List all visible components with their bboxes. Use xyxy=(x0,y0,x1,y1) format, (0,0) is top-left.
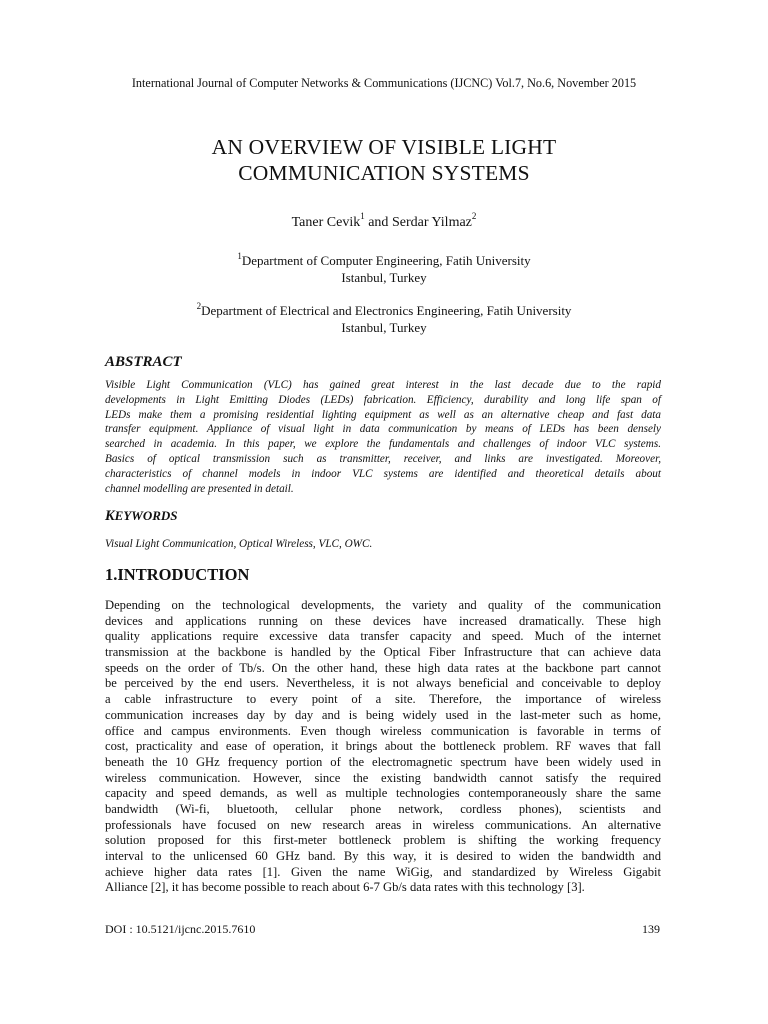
body-line: beneath the 10 GHz frequency portion of the electromagnetic spectrum have been widely used in xyxy=(105,754,661,769)
page-number: 139 xyxy=(642,922,660,936)
doi-footer: DOI : 10.5121/ijcnc.2015.7610 xyxy=(105,922,256,936)
body-line: achieve higher data rates [1]. Given the name WiGig, and standardized by Wireless Gigabit xyxy=(105,864,661,879)
affiliation-2 xyxy=(0,302,768,336)
author-affiliation-mark: 1 xyxy=(360,211,365,222)
abstract-line: transfer equipment. Appliance of visual light in data communication by means of LEDs has been densely xyxy=(105,423,661,436)
keywords-text: Visual Light Communication, Optical Wireless, VLC, OWC. xyxy=(105,538,373,550)
abstract-line: LEDs make them a promising residential lighting equipment as well as an alternative cheap and fast data xyxy=(105,408,661,421)
paper-title xyxy=(0,134,768,186)
keywords-heading: KEYWORDS xyxy=(105,508,178,524)
author-name: Serdar Yilmaz xyxy=(391,215,472,230)
body-line: wireless communication. However, since the existing bandwidth cannot satisfy the required xyxy=(105,770,661,785)
body-line: a cable infrastructure to every point of a site. Therefore, the importance of wireless xyxy=(105,692,661,707)
introduction-body xyxy=(105,598,661,896)
body-line: devices and applications running on these devices have increased dramatically. These high xyxy=(105,613,661,628)
abstract-line: Basics of optical transmission such as transmitter, receiver, and links are investigated. Moreover, xyxy=(105,452,661,465)
body-line: interval to the unlicensed 60 GHz band. By this way, it is desired to widen the bandwidth and xyxy=(105,849,661,863)
affiliation-1 xyxy=(0,252,768,286)
affiliation-department: Department of Computer Engineering, Fatih University xyxy=(241,253,531,268)
body-line: transmission at the backbone is handled by the Optical Fiber Infrastructure that can achieve data xyxy=(105,645,661,660)
body-line: be perceived by the end users. Nevertheless, it is not always beneficial and conceivable to deploy xyxy=(105,676,661,691)
body-line: Alliance [2], it has become possible to reach about 6-7 Gb/s data rates with this technology [3]. xyxy=(105,880,585,895)
affiliation-mark: 2 xyxy=(196,300,202,311)
affiliation-mark: 1 xyxy=(237,250,242,261)
body-line: cost, practicality and ease of operation, it brings about the bottleneck problem. RF waves that fall xyxy=(105,739,661,754)
abstract-line: developments in Light Emitting Diodes (LEDs) fabrication. Efficiency, durability and long life span of xyxy=(105,393,661,406)
body-line: Depending on the technological developments, the variety and quality of the communication xyxy=(105,598,661,612)
body-line: office and campus environments. Even though wireless communication is favorable in terms of xyxy=(105,723,661,738)
body-line: communication increases day by day and is being widely used in the last-meter such as home, xyxy=(105,707,661,722)
body-line: capacity and speed demands, as well as multiple technologies contemporaneously share the same xyxy=(105,786,661,801)
abstract-line: channel modelling are presented in detail. xyxy=(105,482,294,495)
abstract-line: searched in academia. In this paper, we explore the fundamentals and challenges of indoor VLC systems. xyxy=(105,438,661,451)
body-line: professionals have focused on new research areas in wireless communications. An alternative xyxy=(105,817,661,832)
title-line-2: COMMUNICATION SYSTEMS xyxy=(238,161,530,185)
abstract-heading: ABSTRACT xyxy=(105,354,182,370)
author-name: Taner Cevik xyxy=(291,215,361,230)
author-conjunction: and xyxy=(364,215,392,230)
affiliation-location: Istanbul, Turkey xyxy=(341,320,427,335)
author-affiliation-mark: 2 xyxy=(471,211,477,222)
body-line: speeds on the order of Tb/s. On the other hand, these high data rates at the backbone part cannot xyxy=(105,660,661,675)
body-line: quality applications require excessive data transfer capacity and speed. Much of the internet xyxy=(105,629,661,644)
abstract-line: characteristics of channel models in indoor VLC systems are identified and theoretical details about xyxy=(105,467,661,480)
introduction-heading: 1.INTRODUCTION xyxy=(105,565,250,584)
affiliation-location: Istanbul, Turkey xyxy=(341,270,427,285)
title-line-1: AN OVERVIEW OF VISIBLE LIGHT xyxy=(211,135,557,159)
author-list xyxy=(0,211,768,231)
body-line: solution proposed for this first-meter bottleneck problem is shifting the working frequency xyxy=(105,833,661,848)
affiliation-department: Department of Electrical and Electronics Engineering, Fatih University xyxy=(201,303,572,318)
abstract-body xyxy=(105,378,661,496)
abstract-line: Visible Light Communication (VLC) has gained great interest in the last decade due to the rapid xyxy=(105,379,661,391)
body-line: bandwidth (Wi-fi, bluetooth, cellular phone network, cordless phones), scientists and xyxy=(105,801,661,816)
running-header: International Journal of Computer Networks & Communications (IJCNC) Vol.7, No.6, November 2015 xyxy=(131,76,637,90)
